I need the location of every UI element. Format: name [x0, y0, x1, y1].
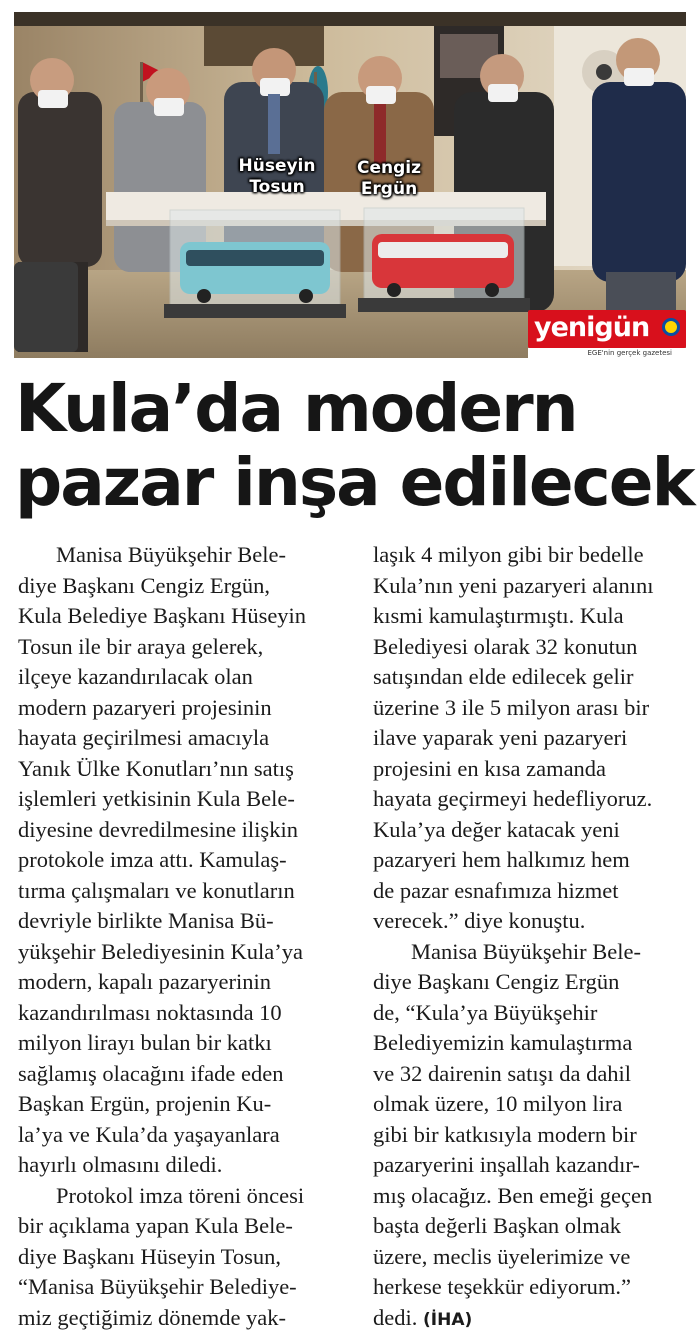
- caption-right-line-1: Cengiz: [357, 158, 421, 178]
- article-line-text: diye Başkanı Cengiz Ergün: [373, 969, 620, 994]
- article-headline: [15, 370, 694, 521]
- article-line: [373, 937, 693, 968]
- article-line-text: la’ya ve Kula’da yaşayanlara: [18, 1121, 280, 1147]
- caption-cengiz-ergun: [336, 158, 442, 200]
- article-line: [373, 540, 693, 571]
- article-line: [373, 601, 693, 632]
- article-line: [18, 1059, 342, 1090]
- article-line: [373, 571, 693, 602]
- article-line-text: devriyle birlikte Manisa Bü-: [18, 908, 274, 933]
- caption-left-line-1: Hüseyin: [238, 156, 316, 176]
- article-line: [373, 815, 693, 846]
- article-line: [18, 937, 342, 968]
- headline-line-1: Kula’da modern: [15, 370, 577, 447]
- article-line-text: ve 32 dairenin satışı da dahil: [373, 1060, 632, 1086]
- article-line: [18, 845, 342, 876]
- article-line-text: bir açıklama yapan Kula Bele-: [18, 1213, 293, 1238]
- article-line-text: üzerine 3 ile 5 milyon arası bir: [373, 694, 650, 720]
- article-line-text: kazandırılması noktasında 10: [18, 999, 282, 1025]
- article-line-text: laşık 4 milyon gibi bir bedelle: [373, 542, 644, 567]
- article-line: [373, 1272, 693, 1303]
- article-line: [373, 998, 693, 1029]
- article-line: [18, 1242, 342, 1273]
- article-line-text: işlemleri yetkisinin Kula Bele-: [18, 786, 295, 811]
- article-line: [373, 1242, 693, 1273]
- article-line-text: Kula’ya değer katacak yeni: [373, 816, 620, 842]
- article-line-text: dedi.: [373, 1304, 418, 1330]
- article-line: [373, 693, 693, 724]
- article-line: [18, 1211, 342, 1242]
- article-line-text: “Manisa Büyükşehir Belediye-: [18, 1274, 297, 1299]
- article-line: [18, 1089, 342, 1120]
- article-line-text: satışından elde edilecek gelir: [373, 664, 634, 689]
- yenigun-logo: [528, 310, 686, 358]
- article-line: [18, 815, 342, 846]
- article-line-text: modern, kapalı pazaryerinin: [18, 969, 272, 994]
- article-line: [18, 1028, 342, 1059]
- article-line-text: de, “Kula’ya Büyükşehir: [373, 999, 598, 1025]
- article-line: [373, 906, 693, 937]
- article-line: [373, 1181, 693, 1212]
- article-line-text: Kula’nın yeni pazaryeri alanını: [373, 572, 654, 598]
- article-line: [373, 632, 693, 663]
- article-line-text: pazaryeri hem halkımız hem: [373, 847, 630, 872]
- article-line-text: Manisa Büyükşehir Bele-: [411, 938, 641, 964]
- article-line-text: Manisa Büyükşehir Bele-: [56, 542, 286, 567]
- article-line: [373, 1120, 693, 1151]
- article-line-text: Başkan Ergün, projenin Ku-: [18, 1091, 272, 1116]
- article-line: [373, 967, 693, 998]
- article-line: [18, 540, 342, 571]
- article-line: [18, 1150, 342, 1181]
- logo-text: yenigün: [534, 312, 650, 343]
- article-line: [373, 1028, 693, 1059]
- article-line-text: miz geçtiğimiz dönemde yak-: [18, 1304, 287, 1330]
- article-line: [373, 1211, 693, 1242]
- article-line: [18, 754, 342, 785]
- article-line: [18, 784, 342, 815]
- article-line-text: herkese teşekkür ediyorum.”: [373, 1274, 632, 1299]
- article-line-text: Kula Belediye Başkanı Hüseyin: [18, 603, 307, 628]
- article-line-text: yükşehir Belediyesinin Kula’ya: [18, 938, 303, 964]
- article-line-text: Protokol imza töreni öncesi: [56, 1182, 305, 1208]
- article-line: [373, 845, 693, 876]
- article-line-text: diyesine devredilmesine ilişkin: [18, 816, 298, 842]
- logo-eye-icon: [662, 318, 680, 336]
- article-line: [18, 723, 342, 754]
- article-line-text: olmak üzere, 10 milyon lira: [373, 1091, 623, 1116]
- article-line-text: projesini en kısa zamanda: [373, 755, 607, 781]
- article-line: [18, 1303, 342, 1331]
- article-line-text: başta değerli Başkan olmak: [373, 1213, 622, 1238]
- article-line-text: protokole imza attı. Kamulaş-: [18, 847, 287, 872]
- article-line: [373, 1303, 693, 1331]
- article-line-text: tırma çalışmaları ve konutların: [18, 877, 295, 903]
- caption-right-line-2: Ergün: [360, 179, 418, 199]
- article-line: [373, 784, 693, 815]
- article-line: [373, 754, 693, 785]
- article-line: [18, 632, 342, 663]
- caption-huseyin-tosun: [222, 156, 332, 198]
- article-line: [373, 1059, 693, 1090]
- logo-tagline: EGE'nin gerçek gazetesi: [528, 348, 686, 358]
- article-line: [373, 723, 693, 754]
- article-line-text: ilçeye kazandırılacak olan: [18, 664, 253, 689]
- article-line-text: Belediyesi olarak 32 konutun: [373, 633, 638, 659]
- article-line-text: verecek.” diye konuştu.: [373, 908, 586, 933]
- article-line: [18, 1120, 342, 1151]
- article-line-text: hayırlı olmasını diledi.: [18, 1152, 223, 1177]
- article-line-text: sağlamış olacağını ifade eden: [18, 1060, 284, 1086]
- article-column-right: [373, 540, 693, 1331]
- article-line-text: diye Başkanı Hüseyin Tosun,: [18, 1243, 281, 1269]
- news-agency-tag: (İHA): [423, 1309, 473, 1330]
- article-line-text: üzere, meclis üyelerimize ve: [373, 1243, 631, 1269]
- article-line: [18, 1181, 342, 1212]
- article-line-text: modern pazaryeri projesinin: [18, 694, 272, 720]
- article-line: [18, 601, 342, 632]
- article-line: [18, 1272, 342, 1303]
- article-line: [373, 876, 693, 907]
- article-line-text: diye Başkanı Cengiz Ergün,: [18, 572, 271, 598]
- article-column-left: [18, 540, 342, 1331]
- headline-line-2: pazar inşa edilecek: [15, 444, 694, 521]
- article-line-text: Tosun ile bir araya gelerek,: [18, 633, 264, 659]
- article-line-text: hayata geçirilmesi amacıyla: [18, 725, 270, 750]
- article-line: [373, 662, 693, 693]
- article-line-text: kısmi kamulaştırmıştı. Kula: [373, 603, 624, 628]
- news-photo: [14, 12, 686, 358]
- article-line: [18, 906, 342, 937]
- article-line-text: de pazar esnafımıza hizmet: [373, 877, 619, 903]
- article-line: [18, 967, 342, 998]
- article-line-text: Yanık Ülke Konutları’nın satış: [18, 755, 294, 781]
- article-line: [18, 662, 342, 693]
- caption-left-line-2: Tosun: [249, 177, 305, 197]
- article-line-text: Belediyemizin kamulaştırma: [373, 1030, 633, 1055]
- article-line: [18, 693, 342, 724]
- article-line: [18, 998, 342, 1029]
- article-line: [18, 571, 342, 602]
- article-line-text: ilave yaparak yeni pazaryeri: [373, 725, 628, 750]
- article-line-text: gibi bir katkısıyla modern bir: [373, 1121, 637, 1147]
- article-line-text: mış olacağız. Ben emeği geçen: [373, 1182, 653, 1208]
- article-line-text: pazaryerini inşallah kazandır-: [373, 1152, 640, 1177]
- article-line: [373, 1089, 693, 1120]
- article-line: [18, 876, 342, 907]
- article-line-text: hayata geçirmeyi hedefliyoruz.: [373, 786, 653, 811]
- article-line: [373, 1150, 693, 1181]
- article-line-text: milyon lirayı bulan bir katkı: [18, 1030, 272, 1055]
